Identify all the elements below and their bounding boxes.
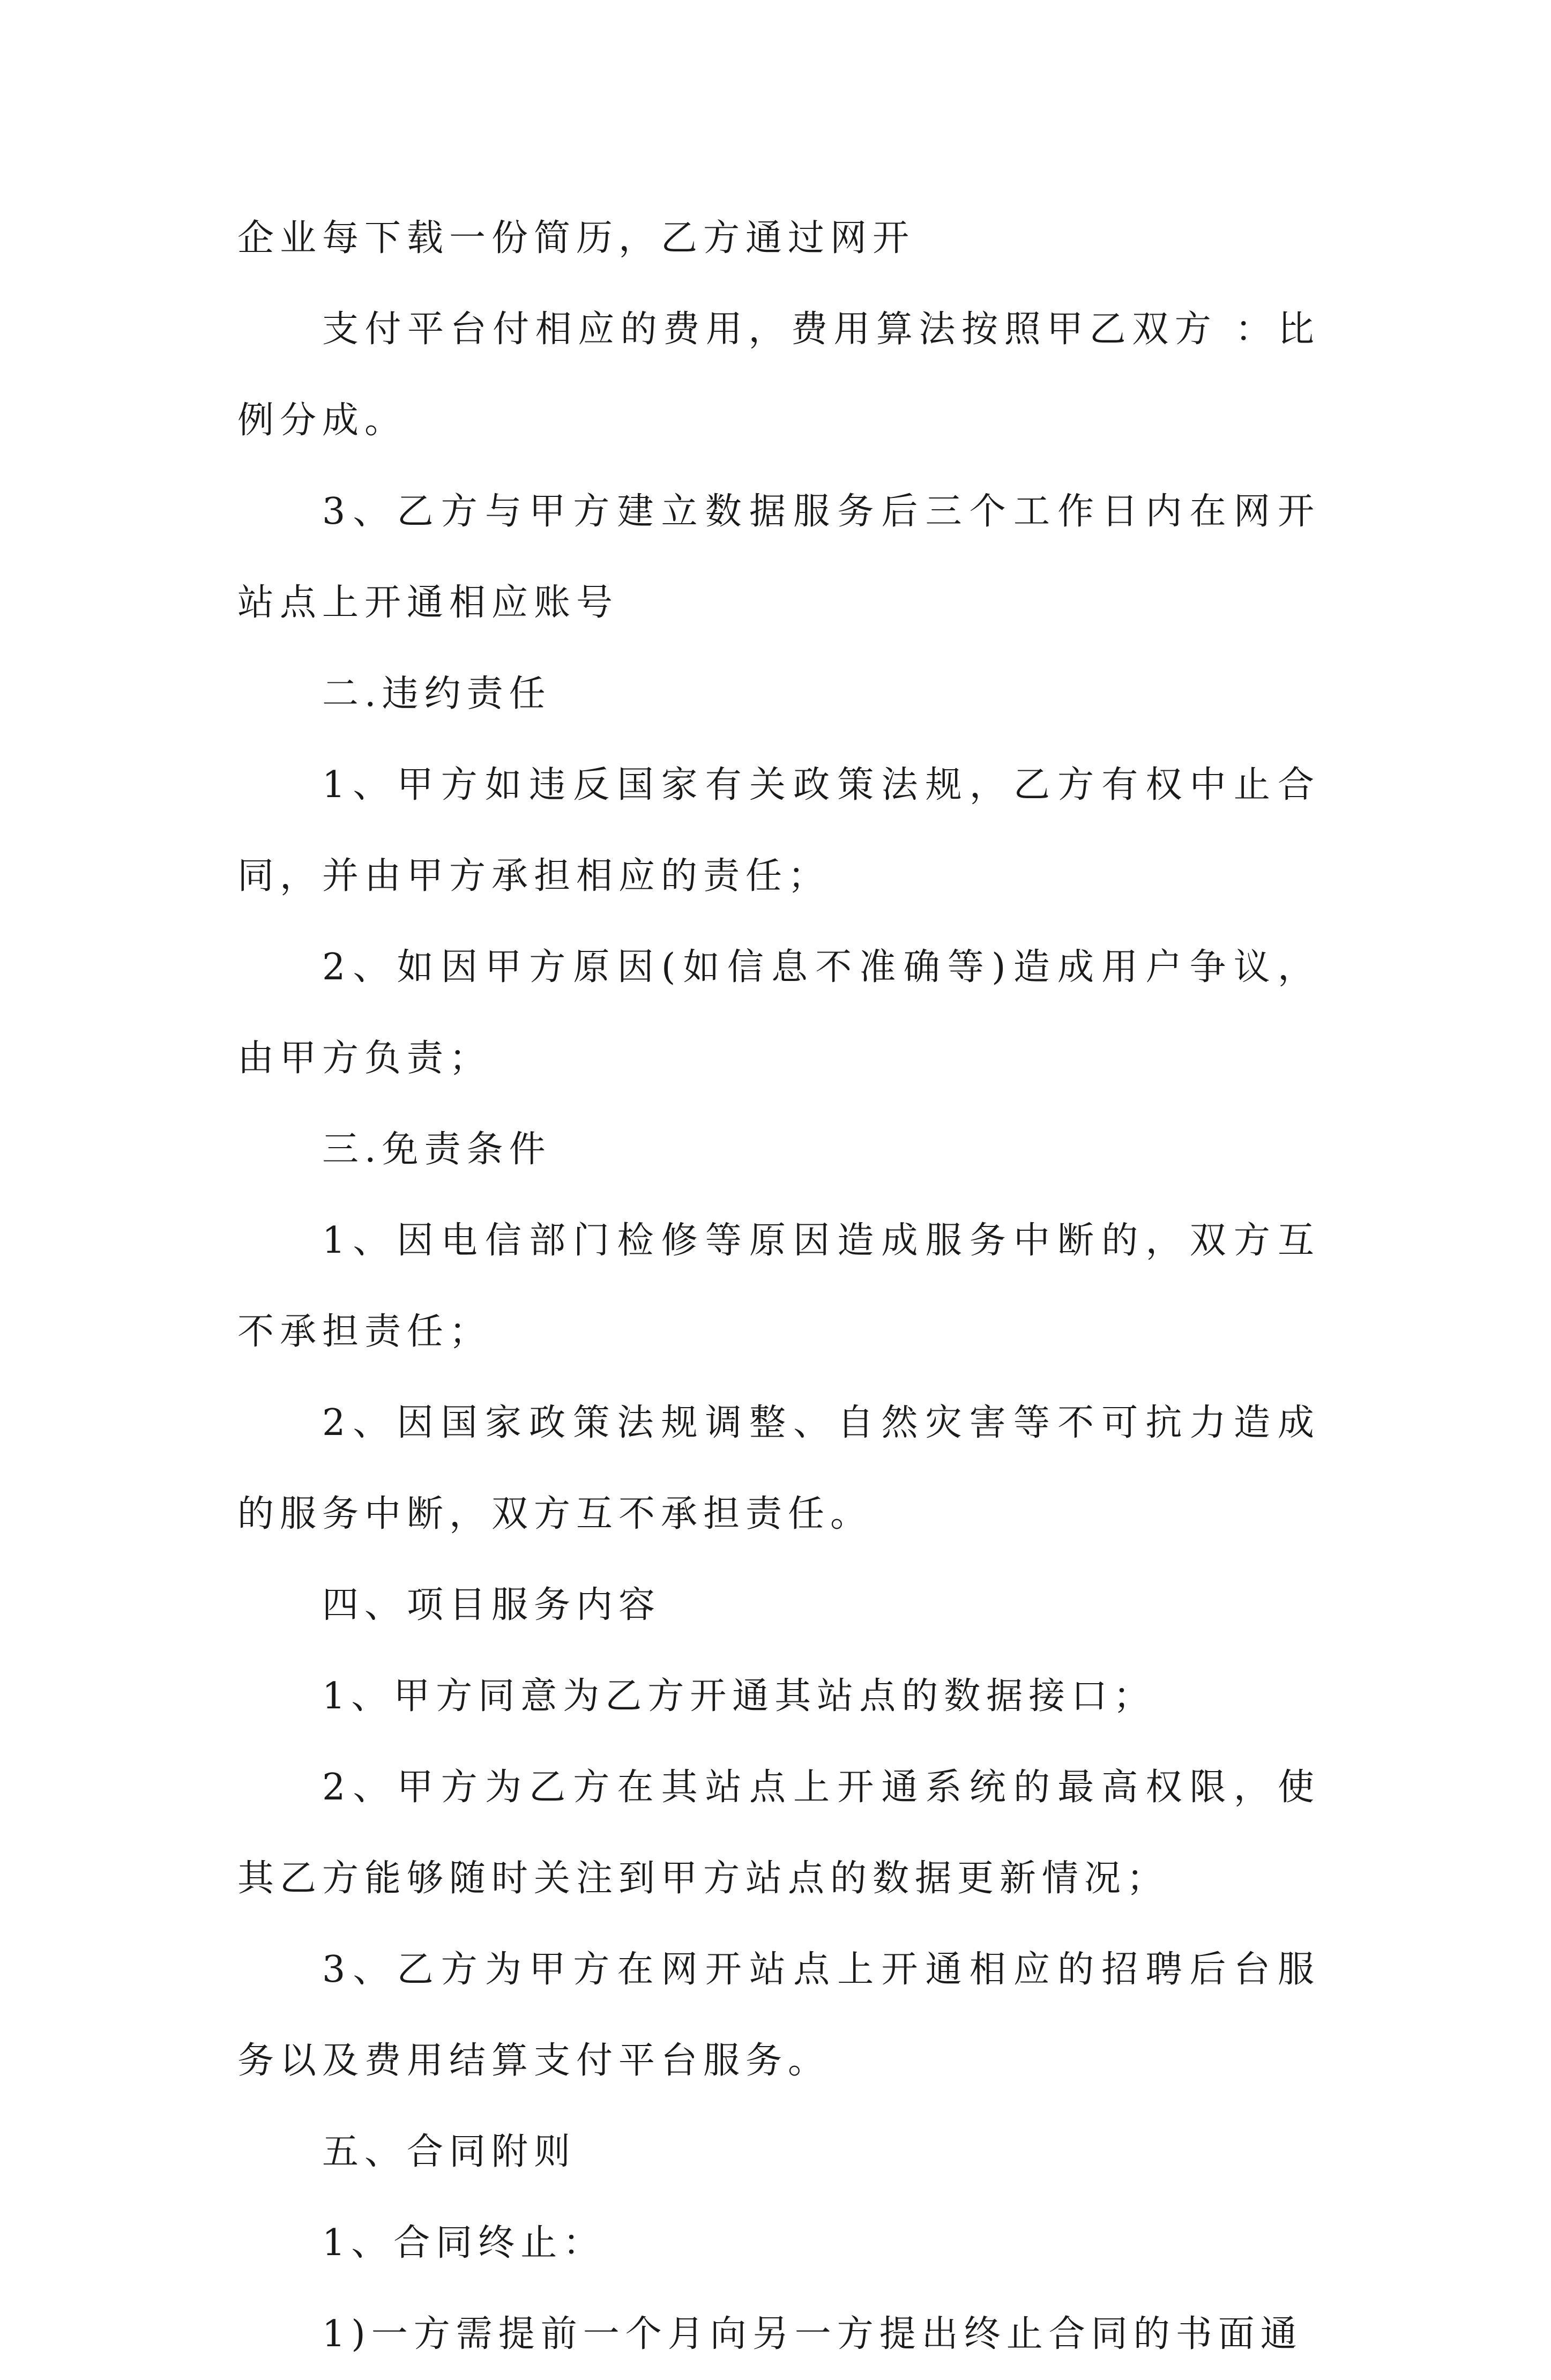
paragraph: 1、甲方同意为乙方开通其站点的数据接口； [322, 1675, 1156, 1717]
paragraph: 2、如因甲方原因(如信息不准确等)造成用户争议，由甲方负责； [237, 946, 1320, 1080]
paragraph: 企业每下载一份简历，乙方通过网开 [237, 217, 915, 259]
section-heading: 四、项目服务内容 [322, 1584, 661, 1626]
paragraph: 2、甲方为乙方在其站点上开通系统的最高权限，使其乙方能够随时关注到甲方站点的数据更新情况； [237, 1766, 1320, 1900]
section-heading: 五、合同附则 [322, 2131, 577, 2173]
paragraph: 1、因电信部门检修等原因造成服务中断的，双方互不承担责任； [237, 1219, 1320, 1353]
paragraph: 1、甲方如违反国家有关政策法规，乙方有权中止合同，并由甲方承担相应的责任； [237, 764, 1320, 897]
paragraph: 3、乙方为甲方在网开站点上开通相应的招聘后台服务以及费用结算支付平台服务。 [237, 1948, 1320, 2082]
paragraph: 3、乙方与甲方建立数据服务后三个工作日内在网开站点上开通相应账号 [237, 490, 1320, 624]
paragraph: 1、合同终止： [322, 2222, 606, 2264]
section-heading: 三.免责条件 [322, 1128, 551, 1171]
paragraph: 2、因国家政策法规调整、自然灾害等不可抗力造成的服务中断，双方互不承担责任。 [237, 1402, 1320, 1535]
paragraph: 1)一方需提前一个月向另一方提出终止合同的书面通 [322, 2313, 1303, 2355]
section-heading: 二.违约责任 [322, 673, 551, 715]
paragraph: 支付平台付相应的费用，费用算法按照甲乙双方 ：比例分成。 [237, 308, 1320, 442]
document-body [237, 193, 1320, 2380]
